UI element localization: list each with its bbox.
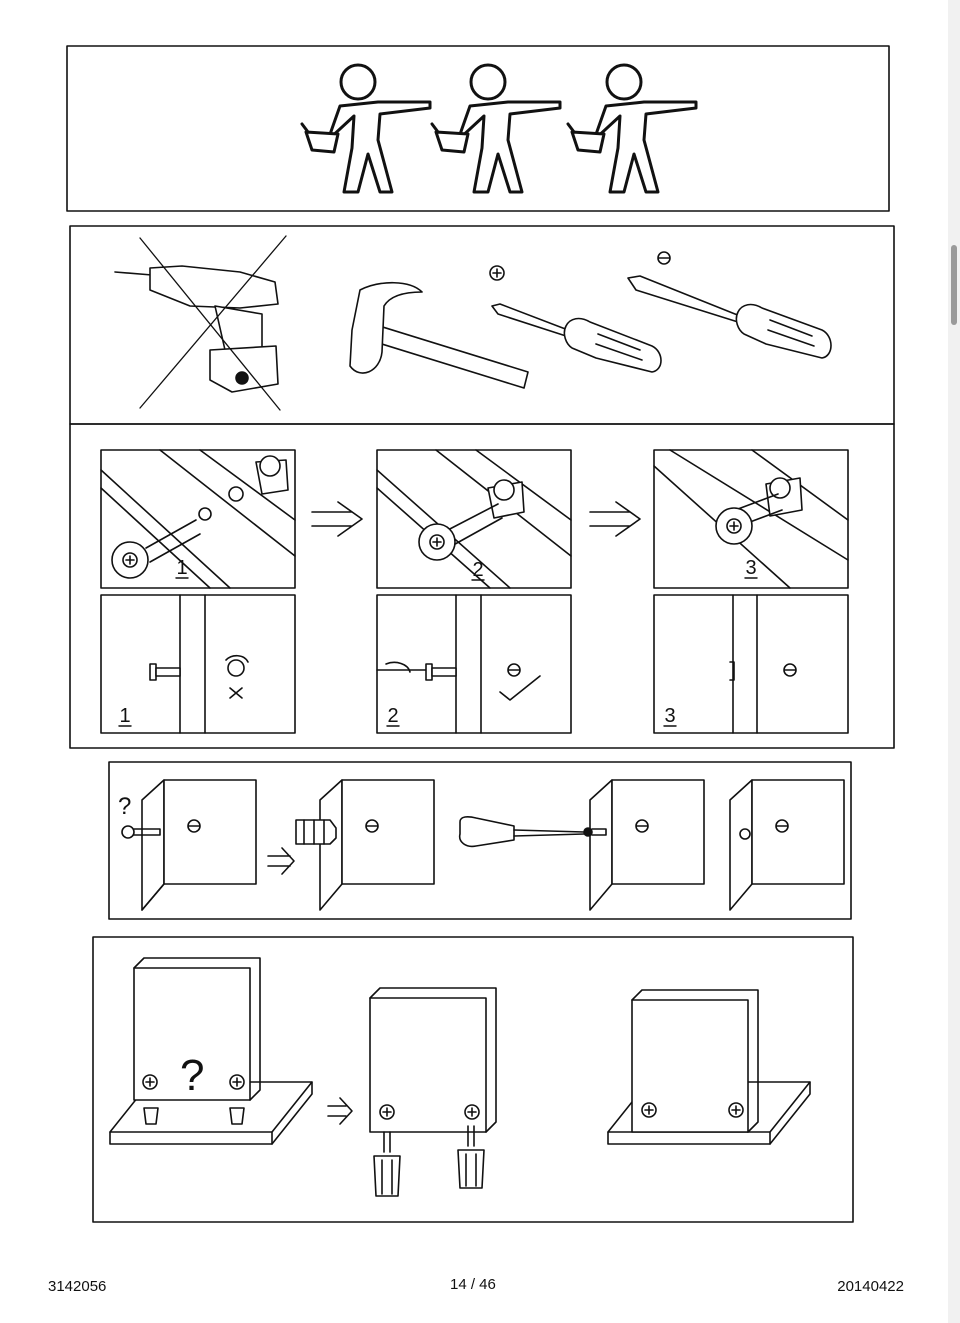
arrow [328, 1098, 352, 1124]
scrollbar[interactable] [948, 0, 960, 1323]
cam-step-1-detail [101, 450, 295, 588]
crossed-out-drill-icon [115, 236, 286, 410]
scrollbar-thumb[interactable] [951, 245, 957, 325]
arrow [268, 848, 294, 874]
board-with-socket-tool [296, 780, 434, 910]
question-mark: ? [118, 793, 132, 820]
step-label-top-3: 3 [745, 557, 757, 579]
document-date: 20140422 [837, 1278, 904, 1295]
board-finished [730, 780, 844, 910]
flat-screwdriver-icon [628, 252, 831, 358]
hammer-icon [350, 283, 528, 388]
page-number: 14 / 46 [450, 1276, 496, 1293]
board-with-screwdriver [460, 780, 704, 910]
step-label-top-2: 2 [472, 559, 484, 581]
step-label-top-1: 1 [176, 557, 188, 579]
step-label-bottom-2: 2 [387, 705, 399, 727]
step-label-bottom-1: 1 [119, 705, 131, 727]
step-label-bottom-3: 3 [664, 705, 676, 727]
cam-side-3 [654, 595, 848, 733]
panel-with-screwdrivers [370, 988, 496, 1196]
panel-assembled [608, 990, 810, 1144]
cam-side-2 [377, 595, 571, 733]
board-with-screw [118, 780, 256, 910]
step-arrows [312, 502, 640, 536]
base-with-dowels [110, 958, 312, 1144]
cam-lock-panel [70, 424, 894, 748]
three-people-carrying-icon [302, 65, 696, 192]
document-number: 3142056 [48, 1278, 107, 1295]
question-mark-large: ? [180, 1051, 205, 1100]
